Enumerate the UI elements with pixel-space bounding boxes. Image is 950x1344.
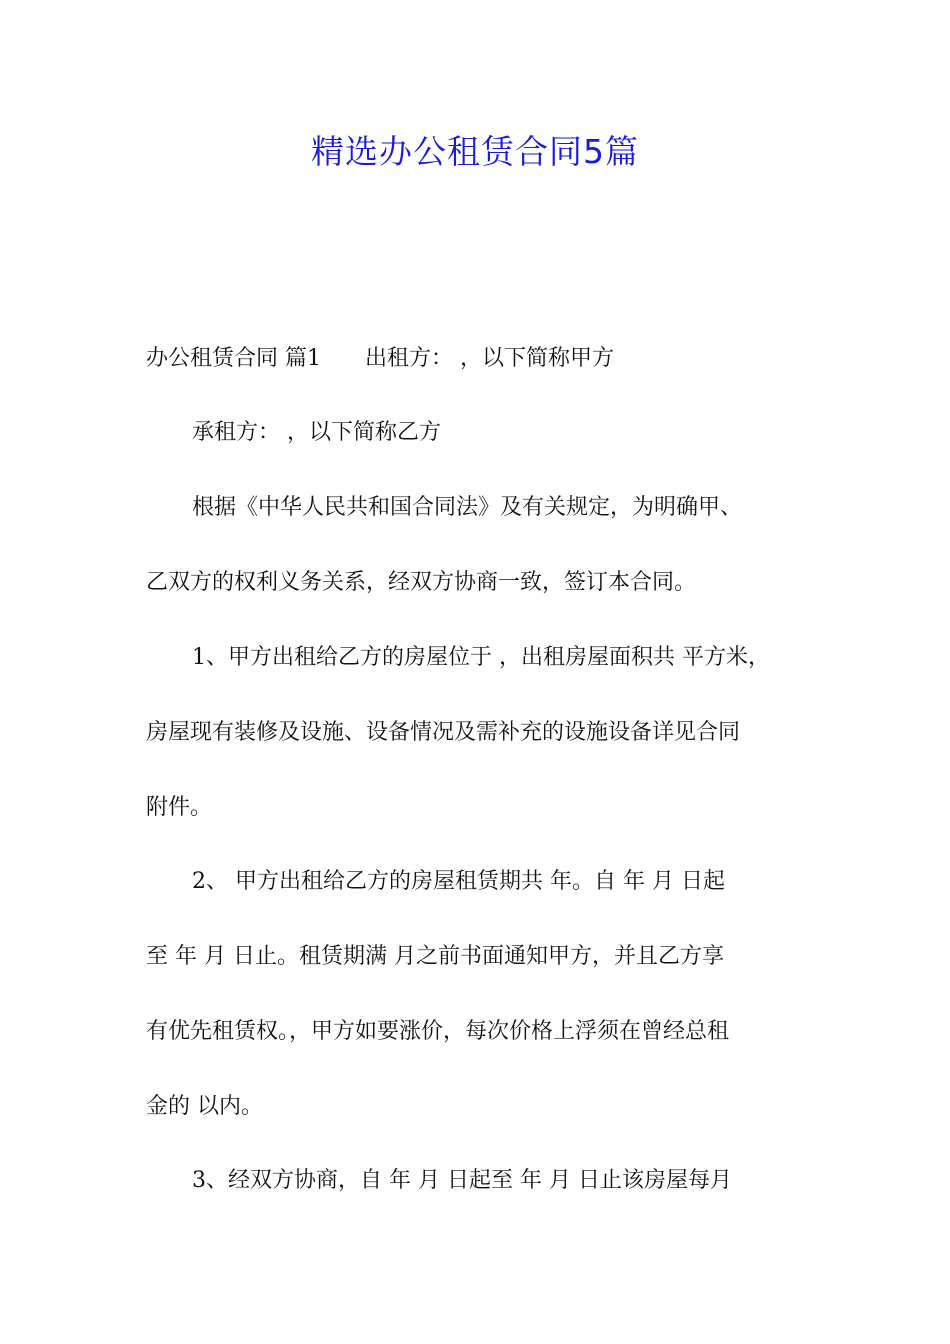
paragraph-line: 3、经双方协商，自 年 月 日起至 年 月 日止该房屋每月 — [192, 1168, 732, 1193]
paragraph-line — [146, 343, 614, 375]
paragraph-line: 乙双方的权利义务关系，经双方协商一致，签订本合同。 — [146, 570, 697, 595]
paragraph-line: 至 年 月 日止。租赁期满 月之前书面通知甲方，并且乙方享 — [146, 944, 724, 969]
paragraph-line: 房屋现有装修及设施、设备情况及需补充的设施设备详见合同 — [146, 720, 741, 745]
lessee-line: 承租方： ，以下简称乙方 — [192, 420, 441, 445]
paragraph-line: 有优先租赁权。，甲方如要涨价，每次价格上浮须在曾经总租 — [146, 1019, 730, 1044]
paragraph-line: 附件。 — [146, 795, 213, 820]
lessor-line: 出租方： ，以下简称甲方 — [365, 346, 614, 371]
paragraph-line: 金的 以内。 — [146, 1094, 263, 1119]
document-title: 精选办公租赁合同5篇 — [311, 132, 639, 171]
paragraph-line: 2、 甲方出租给乙方的房屋租赁期共 年。自 年 月 日起 — [192, 869, 725, 894]
paragraph-line: 根据《中华人民共和国合同法》及有关规定，为明确甲、 — [192, 495, 743, 520]
contract-heading: 办公租赁合同 篇1 — [146, 346, 321, 371]
paragraph-line: 1、甲方出租给乙方的房屋位于 ，出租房屋面积共 平方米， — [192, 645, 770, 670]
